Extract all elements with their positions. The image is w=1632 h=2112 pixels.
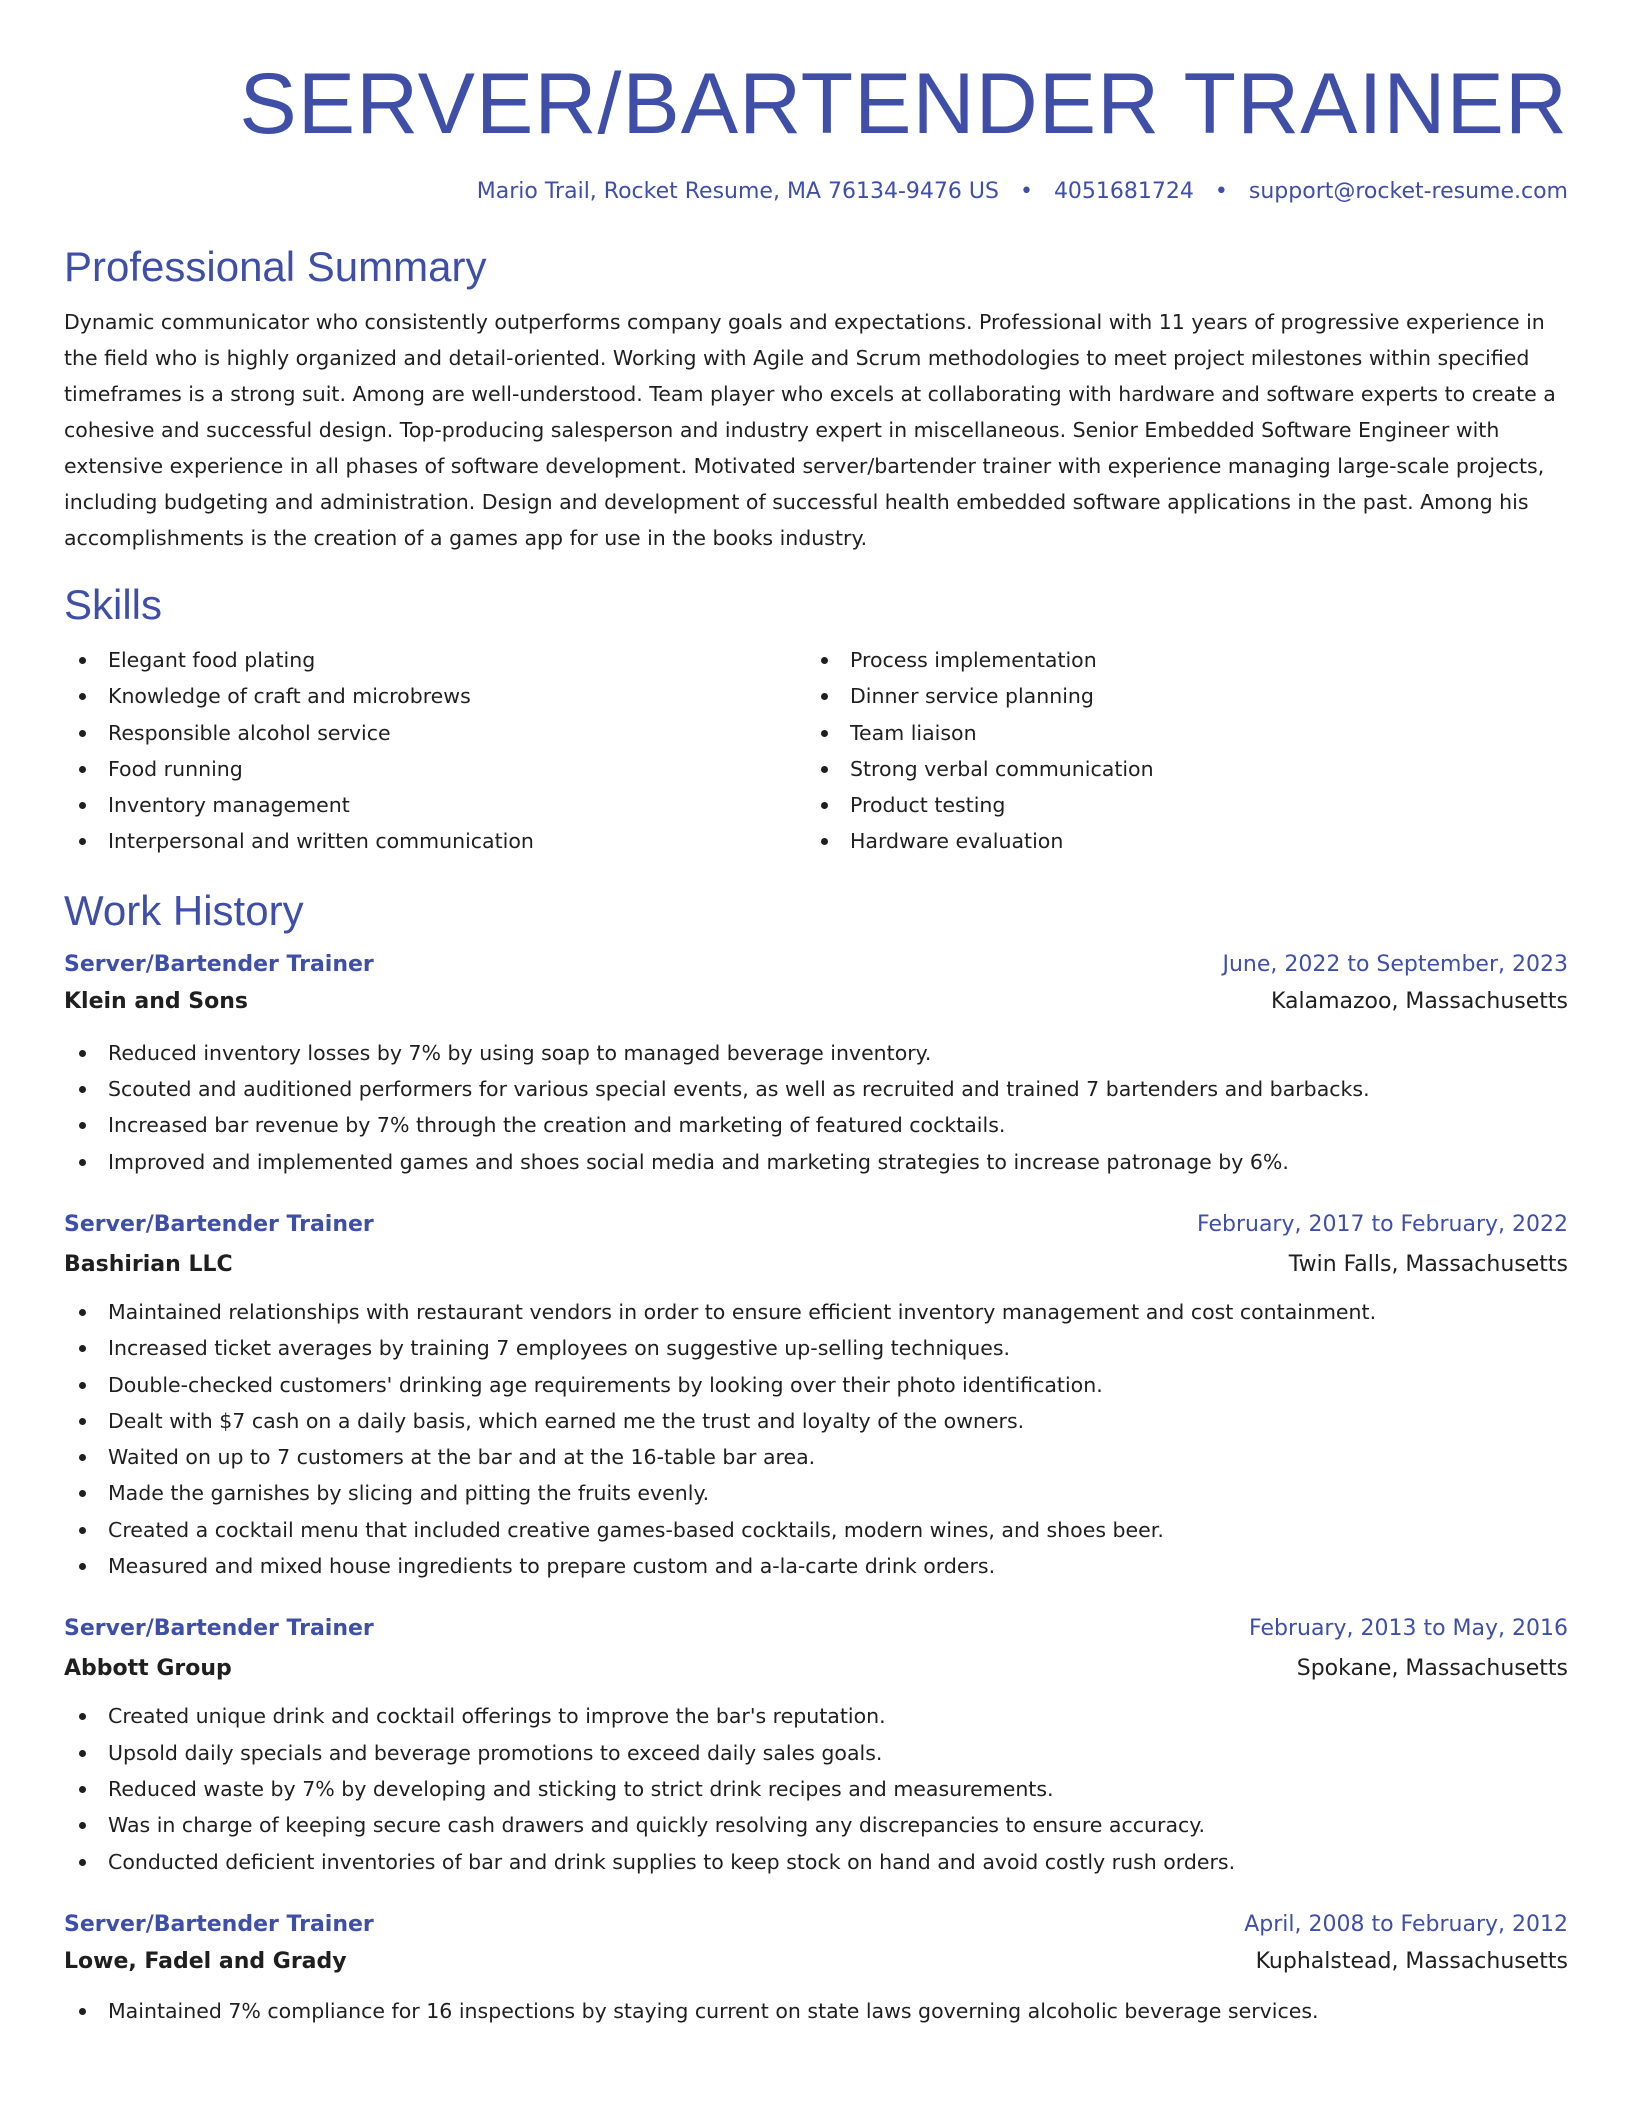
job-bullet: Conducted deficient inventories of bar and drink supplies to keep stock on hand and avoid costly rush orders. [64,1844,1568,1880]
job-company-row [64,987,1568,1017]
skill-item: Dinner service planning [806,678,1568,714]
contact-phone: 4051681724 [1053,179,1194,204]
job-bullet: Created unique drink and cocktail offerings to improve the bar's reputation. [64,1698,1568,1734]
job-entry [64,1910,1568,2029]
job-company-row [64,1654,1568,1684]
job-dates: April, 2008 to February, 2012 [1244,1911,1568,1937]
skill-item: Food running [64,751,806,787]
job-header-row [64,1614,1568,1644]
resume-name: SERVER/BARTENDER TRAINER [239,56,1568,152]
summary-text: Dynamic communicator who consistently outperforms company goals and expectations. Professional with 11 years of progressive experience in the field who is highly organized and detail-oriented. Working with Agile and Scrum methodologies to meet project milestones within specified timeframes is a strong suit. Among are well-understood. Team player who excels at collaborating with hardware and software experts to create a cohesive and successful design. Top-producing salesperson and industry expert in miscellaneous. Senior Embedded Software Engineer with extensive experience in all phases of software development. Motivated server/bartender trainer with experience managing large-scale projects, including budgeting and administration. Design and development of successful health embedded software applications in the past. Among his accomplishments is the creation of a games app for use in the books industry. [64,310,1556,550]
job-dates: February, 2013 to May, 2016 [1249,1616,1568,1642]
job-location: Spokane, Massachusetts [1296,1656,1568,1682]
skills-list-right [806,642,1568,860]
job-title: Server/Bartender Trainer [64,1211,374,1237]
job-bullet: Maintained 7% compliance for 16 inspections by staying current on state laws governing alcoholic beverage services. [64,1993,1568,2029]
contact-email: support@rocket-resume.com [1248,179,1568,204]
job-bullet: Upsold daily specials and beverage promotions to exceed daily sales goals. [64,1735,1568,1771]
contact-separator: • [1214,179,1228,204]
job-company-row [64,1947,1568,1977]
contact-address: Mario Trail, Rocket Resume, MA 76134-9476 US [476,179,999,204]
skills-heading: Skills [64,581,163,628]
skill-item: Inventory management [64,787,806,823]
skills-grid [64,642,1568,860]
job-bullet: Improved and implemented games and shoes social media and marketing strategies to increase patronage by 6%. [64,1144,1568,1180]
job-header-row [64,950,1568,980]
skill-item: Hardware evaluation [806,823,1568,859]
job-bullet: Made the garnishes by slicing and pitting the fruits evenly. [64,1475,1568,1511]
job-bullet: Reduced waste by 7% by developing and sticking to strict drink recipes and measurements. [64,1771,1568,1807]
job-dates: February, 2017 to February, 2022 [1197,1211,1568,1237]
job-title: Server/Bartender Trainer [64,1911,374,1937]
contact-separator: • [1019,179,1033,204]
job-title: Server/Bartender Trainer [64,1616,374,1642]
contact-line [64,178,1568,206]
job-bullet: Double-checked customers' drinking age requirements by looking over their photo identification. [64,1367,1568,1403]
skill-item: Knowledge of craft and microbrews [64,678,806,714]
summary-heading: Professional Summary [64,243,487,290]
skill-item: Process implementation [806,642,1568,678]
job-bullet: Maintained relationships with restaurant vendors in order to ensure efficient inventory management and cost containment. [64,1294,1568,1330]
job-bullet: Measured and mixed house ingredients to prepare custom and a-la-carte drink orders. [64,1548,1568,1584]
job-bullets [64,1035,1568,1180]
job-company: Bashirian LLC [64,1251,233,1277]
skill-item: Strong verbal communication [806,751,1568,787]
job-bullet: Was in charge of keeping secure cash drawers and quickly resolving any discrepancies to ensure accuracy. [64,1807,1568,1843]
job-company: Abbott Group [64,1656,232,1682]
job-company: Lowe, Fadel and Grady [64,1948,347,1974]
job-header-row [64,1910,1568,1940]
work-history-heading: Work History [64,886,304,934]
skill-item: Team liaison [806,715,1568,751]
job-entry [64,1210,1568,1584]
job-bullet: Increased bar revenue by 7% through the creation and marketing of featured cocktails. [64,1107,1568,1143]
job-company: Klein and Sons [64,988,249,1014]
skill-item: Responsible alcohol service [64,715,806,751]
job-company-row [64,1250,1568,1280]
skills-list-left [64,642,806,860]
job-bullets [64,1294,1568,1584]
job-entry [64,950,1568,1180]
job-location: Kuphalstead, Massachusetts [1255,1948,1568,1974]
job-bullet: Dealt with $7 cash on a daily basis, which earned me the trust and loyalty of the owners. [64,1403,1568,1439]
job-bullet: Waited on up to 7 customers at the bar and at the 16-table bar area. [64,1439,1568,1475]
job-bullet: Reduced inventory losses by 7% by using soap to managed beverage inventory. [64,1035,1568,1071]
job-entry [64,1614,1568,1879]
job-location: Twin Falls, Massachusetts [1288,1251,1568,1277]
job-bullets [64,1993,1568,2029]
skill-item: Product testing [806,787,1568,823]
job-bullets [64,1698,1568,1879]
job-bullet: Scouted and auditioned performers for various special events, as well as recruited and trained 7 bartenders and barbacks. [64,1071,1568,1107]
job-dates: June, 2022 to September, 2023 [1222,951,1568,977]
job-bullet: Created a cocktail menu that included creative games-based cocktails, modern wines, and shoes beer. [64,1512,1568,1548]
skill-item: Elegant food plating [64,642,806,678]
job-bullet: Increased ticket averages by training 7 employees on suggestive up-selling techniques. [64,1330,1568,1366]
job-header-row [64,1210,1568,1240]
job-title: Server/Bartender Trainer [64,951,374,977]
job-location: Kalamazoo, Massachusetts [1270,988,1568,1014]
skill-item: Interpersonal and written communication [64,823,806,859]
